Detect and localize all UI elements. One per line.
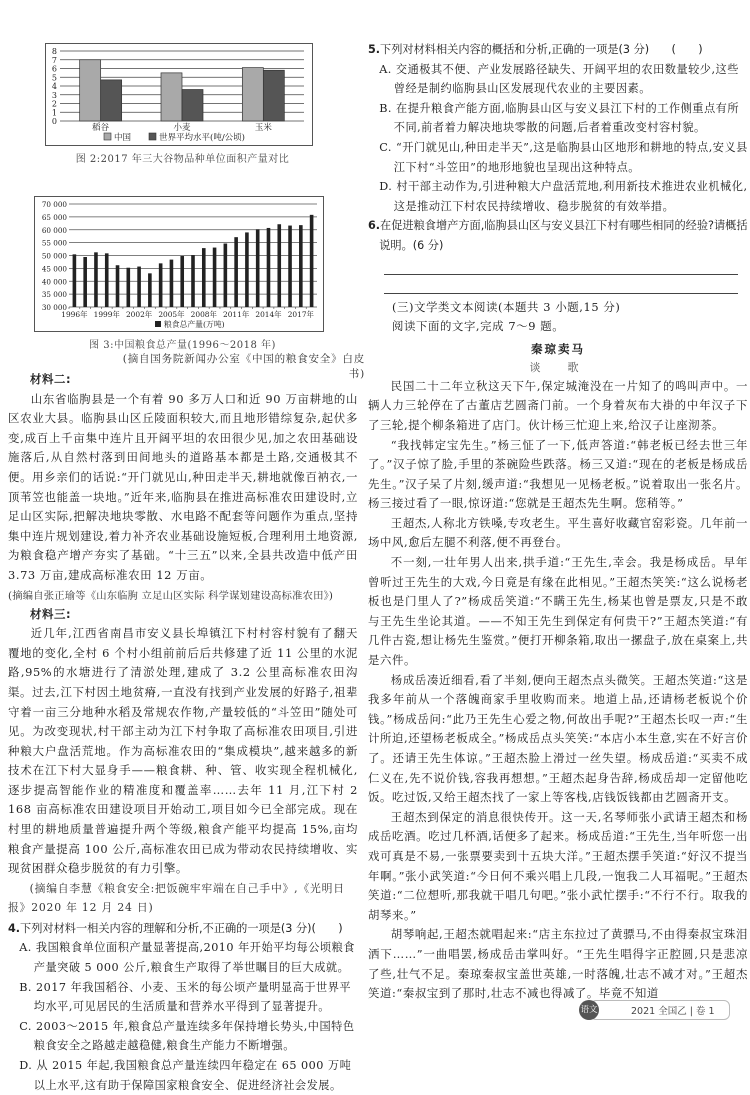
x-tick-label: 2014年 — [255, 310, 282, 319]
figure-3-caption: 图 3:中国粮食总产量(1996～2018 年) — [89, 340, 276, 351]
question-4-option-a[interactable]: A. 我国粮食单位面积产量显著提高,2010 年开始平均每公顷粮食产量突破 5 000 公斤,粮食生产取得了举世瞩目的巨大成就。 — [19, 941, 355, 975]
bar-year-2012 — [245, 232, 249, 307]
question-4-option-c[interactable]: C. 2003～2015 年,粮食总产量连续多年保持增长势头,中国特色粮食安全之路越走越稳健,粮食生产能力不断增强。 — [19, 1019, 355, 1053]
y-tick-label: 60 000 — [41, 225, 67, 235]
figure-2-caption: 图 2:2017 年三大谷物品种单位面积产量对比 — [75, 154, 290, 165]
figure-3-chart — [34, 196, 324, 332]
story-paragraph: 王超杰到保定的消息很快传开。这一天,名琴师张小武请王超杰和杨成岳吃酒。吃过几杯酒,话便多了起来。杨成岳道:“王先生,当年听您一出戏可真是不易,一张票要卖到十五块大洋。”王超杰摆手笑道:“好汉不提当年啊。”张小武笑道:“今日何不乘兴唱上几段,一饱我二人耳福呢。”王超杰笑道:“二位想听,那我就干唱几句吧。”张小武忙摆手:“不行不行。取我的胡琴来。” — [368, 809, 748, 922]
figure-2-svg — [46, 44, 312, 145]
legend-label: 中国 — [114, 133, 132, 143]
bar-year-2010 — [224, 244, 228, 307]
footer-exam-label: 2021 全国乙 | 卷 1 — [631, 1006, 715, 1017]
y-tick-label: 5 — [51, 73, 57, 83]
figure-3-svg — [35, 197, 323, 331]
legend-label: 粮食总产量(万吨) — [164, 320, 225, 329]
question-5-option-a[interactable]: A. 交通极其不便、产业发展路径缺失、开阔平坦的农田数量较少,这些曾经是制约临朐县山区发展现代农业的主要因素。 — [379, 62, 739, 96]
y-tick-label: 3 — [51, 90, 57, 100]
bar-year-2000 — [116, 265, 120, 307]
question-5-option-c[interactable]: C. “开门就见山,种田走半天”,这是临朐县山区地形和耕地的特点,安义县江下村“斗笠田”的地形地貌也呈现出这种特点。 — [379, 140, 748, 174]
bar-year-2018 — [310, 215, 314, 307]
y-tick-label: 7 — [51, 55, 57, 65]
question-4-number: 4. — [8, 921, 21, 935]
bar-world — [182, 90, 203, 122]
story-paragraph: 王超杰,人称北方铁嗓,专攻老生。平生喜好收藏官窑彩瓷。几年前一场中风,愈后左腿不利落,便不再登台。 — [368, 515, 748, 550]
story-paragraph: 胡琴响起,王超杰就唱起来:“店主东拉过了黄骠马,不由得秦叔宝珠泪洒下……”一曲唱罢,杨成岳击掌叫好。“王先生唱得字正腔圆,只是悲凉了些,壮气不足。秦琼秦叔宝盖世英雄,一时落魄,壮志不减才对。”王超杰笑道:“秦叔宝到了那时,壮志不减也得减了。毕竟不知道 — [368, 927, 748, 1001]
x-tick-label: 1999年 — [93, 310, 120, 319]
bar-year-2003 — [148, 273, 152, 307]
x-tick-label: 2011年 — [223, 310, 250, 319]
material-2-text: 山东省临朐县是一个有着 90 多万人口和近 90 万亩耕地的山区农业大县。临朐县山区丘陵面积较大,而且地形错综复杂,起伏多变,成百上千亩集中连片且开阔平坦的农田很少见,加之农田基础设施落后,从自然村落到田间地头的道路基本都是土路,交通极其不便。用乡亲们的话说:“开门就见山,种田走半天,耕地就像百衲衣,一顶苇笠也能盖一块地。”近年来,临朐县在推进高标准农田建设时,立足山区实际,把解决地块零散、水电路不配套等问题作为重点,坚持集中连片规划建设,着力补齐农业基础设施短板,合理利用土地资源,为粮食稳产增产夯实了基础。“十三五”以来,全县共改造中低产田 3.73 万亩,建成高标准农田 12 万亩。 — [8, 391, 358, 582]
y-tick-label: 70 000 — [41, 200, 67, 209]
bar-year-2009 — [213, 248, 217, 307]
question-5-option-d[interactable]: D. 村干部主动作为,引进种粮大户盘活荒地,利用新技术推进农业机械化,这是推动江下村农民持续增收、稳步脱贫的有效举措。 — [379, 180, 748, 213]
story-body — [368, 377, 748, 1004]
question-4-option-b[interactable]: B. 2017 年我国稻谷、小麦、玉米的每公顷产量明显高于世界平均水平,可见居民的生活质量和营养水平得到了显著提升。 — [19, 980, 352, 1014]
question-6-stem: 在促进粮食增产方面,临朐县山区与安义县江下村有哪些相同的经验?请概括说明。(6 分) — [379, 219, 748, 252]
bar-year-2015 — [277, 224, 281, 307]
bar-year-2005 — [170, 260, 174, 307]
question-5 — [368, 40, 748, 216]
source-material-2: (摘编自张正瑜等《山东临朐 立足山区实际 科学谋划建设高标准农田》) — [8, 589, 334, 602]
x-tick-label: 稻谷 — [92, 123, 110, 133]
x-tick-label: 2002年 — [125, 310, 153, 319]
legend-swatch — [155, 321, 161, 327]
x-tick-label: 2017年 — [287, 310, 314, 319]
bar-year-2006 — [180, 256, 184, 307]
question-4-option-d[interactable]: D. 从 2015 年起,我国粮食总产量连续四年稳定在 65 000 万吨以上水平,这有助于保障国家粮食安全、促进经济社会发展。 — [19, 1059, 352, 1092]
bar-year-2001 — [127, 268, 131, 307]
bar-year-2017 — [299, 225, 303, 307]
question-6-number: 6. — [368, 219, 381, 233]
y-tick-label: 55 000 — [41, 238, 67, 248]
material-3-text: 近几年,江西省南昌市安义县长埠镇江下村村容村貌有了翻天覆地的变化,全村 6 个村小组前前后后共修建了近 11 公里的水泥路,95%的水塘进行了清淤处理,建成了 3.2 公里高标准农田沟渠。过去,江下村因土地贫瘠,一直没有找到产业发展的好路子,祖辈守着一亩三分地种水稻及常规农作物,产量较低的“斗笠田”随处可见。为改变现状,村干部主动为江下村争取了高标准农田项目,引进种粮大户盘活荒地。作为高标准农田的“集成模块”,越来越多的新技术在江下村大显身手——粮食耕、种、管、收实现全程机械化,逐步提高智能作业的精准度和覆盖率……去年 11 月,江下村 2 168 亩高标准农田建设项目开始动工,项目如今已全部完成。现在村里的耕地质量普遍提升两个等级,粮食产能平均提高 15%,亩均粮食产量提高 100 公斤,高标准农田已成为带动农民持续增收、实现贫困群众稳步脱贫的有力引擎。 — [8, 626, 358, 876]
bar-year-2007 — [191, 255, 195, 307]
answer-line-1[interactable] — [384, 256, 738, 275]
y-tick-label: 2 — [51, 99, 57, 109]
question-5-number: 5. — [368, 43, 381, 56]
y-tick-label: 6 — [51, 64, 57, 74]
x-tick-label: 1996年 — [61, 310, 88, 319]
question-6 — [368, 216, 748, 293]
right-column — [368, 40, 748, 1004]
story-title: 秦琼卖马 — [531, 341, 585, 356]
bar-year-1996 — [73, 254, 77, 307]
story-paragraph: “我找韩定宝先生。”杨三怔了一下,低声答道:“韩老板已经去世三年了。”汉子惊了脸,手里的茶碗险些跌落。杨三又道:“现在的老板是杨成岳先生。”汉子呆了片刻,缓声道:“我想见一见杨老板。”说着取出一张名片。杨三接过看了一眼,惊讶道:“您就是王超杰先生啊。您稍等。” — [368, 437, 748, 511]
x-tick-label: 玉米 — [254, 123, 272, 133]
bar-world — [263, 70, 284, 121]
story-paragraph: 民国二十二年立秋这天下午,保定城淹没在一片知了的鸣叫声中。一辆人力三轮停在了古董店艺圆斋门前。一个身着灰布大褂的中年汉子下了三轮,提个柳条箱进了店门。伙计杨三忙迎上来,给汉子让座沏茶。 — [368, 378, 748, 432]
question-5-stem: 下列对材料相关内容的概括和分析,正确的一项是(3 分) ( ) — [380, 43, 703, 56]
bar-year-2002 — [137, 267, 141, 307]
figure-2-chart — [45, 43, 313, 146]
section-3-heading: (三)文学类文本阅读(本题共 3 小题,15 分) — [392, 299, 621, 314]
bar-china — [242, 68, 263, 121]
bar-year-2014 — [267, 228, 271, 307]
question-5-option-b[interactable]: B. 在提升粮食产能方面,临朐县山区与安义县江下村的工作侧重点有所不同,前者着力解决地块零散的问题,后者着重改变村容村貌。 — [379, 101, 740, 135]
bar-year-2016 — [288, 226, 292, 307]
y-tick-label: 50 000 — [41, 251, 67, 261]
y-tick-label: 0 — [51, 117, 57, 126]
y-tick-label: 35 000 — [41, 290, 67, 300]
x-tick-label: 2005年 — [158, 310, 185, 319]
bar-china — [80, 60, 101, 121]
x-tick-label: 小麦 — [173, 123, 191, 133]
y-tick-label: 1 — [51, 108, 57, 118]
subject-badge-text: 语文 — [580, 1005, 598, 1015]
page-footer — [580, 1000, 730, 1020]
bar-china — [161, 73, 182, 121]
material-3-heading: 材料三: — [30, 606, 72, 621]
source-material-3: (摘编自李慧《粮食安全:把饭碗牢牢端在自己手中》,《光明日报》2020 年 12 月 24 日) — [8, 881, 345, 914]
bar-year-2004 — [159, 263, 163, 307]
legend-label: 世界平均水平(吨/公顷) — [159, 133, 245, 143]
story-paragraph: 杨成岳凑近细看,看了半刻,便向王超杰点头微笑。王超杰笑道:“这是我多年前从一个落魄商家手里收购而来。地道上品,还请杨老板说个价钱。”杨成岳问:“此乃王先生心爱之物,何故出手呢?”王超杰长叹一声:“生计所迫,还望杨老板成全。”杨成岳点头笑笑:“本店小本生意,实在不好言价了。还请王先生体谅。”王超杰脸上滑过一丝失望。杨成岳道:“买卖不成仁义在,先不说价钱,容我再想想。”王超杰起身告辞,杨成岳却一定留他吃饭。吃过饭,又给王超杰找了一家上等客栈,店钱饭钱都由艺圆斋开支。 — [368, 672, 748, 805]
y-tick-label: 45 000 — [41, 264, 67, 274]
bar-year-1999 — [105, 253, 109, 307]
y-tick-label: 65 000 — [41, 212, 67, 222]
y-tick-label: 30 000 — [41, 303, 67, 312]
bar-year-2008 — [202, 248, 206, 307]
y-tick-label: 40 000 — [41, 277, 67, 287]
bar-year-2011 — [234, 237, 238, 307]
subject-badge — [579, 1000, 599, 1020]
bar-year-1997 — [83, 257, 87, 307]
bar-year-2013 — [256, 229, 260, 307]
story-paragraph: 不一刻,一壮年男人出来,拱手道:“王先生,幸会。我是杨成岳。早年曾听过王先生的大戏,今日竟是有缘在此相见。”王超杰笑笑:“这么说杨老板也是门里人了?”杨成岳笑道:“不瞒王先生,杨某也曾是票友,只是不敢与王先生坐论其道。——不知王先生到保定有何贵干?”王超杰笑道:“有几件古瓷,想让杨先生鉴赏。”便打开柳条箱,取出一摞盘子,放在桌案上,共是六件。 — [368, 555, 748, 668]
story-author: 谈 歌 — [529, 360, 587, 374]
legend-swatch — [149, 133, 156, 140]
bar-year-1998 — [94, 252, 98, 307]
question-4 — [8, 919, 358, 1095]
material-2-heading: 材料二: — [30, 372, 72, 386]
x-tick-label: 2008年 — [190, 310, 217, 319]
answer-line-2[interactable] — [384, 275, 738, 294]
bar-world — [101, 80, 122, 121]
y-tick-label: 8 — [51, 47, 57, 56]
y-tick-label: 4 — [51, 82, 57, 91]
question-4-stem: 下列对材料一相关内容的理解和分析,不正确的一项是(3 分)( ) — [20, 921, 343, 935]
reading-instruction: 阅读下面的文字,完成 7～9 题。 — [392, 319, 565, 334]
legend-swatch — [104, 133, 111, 140]
source-material-1: (摘自国务院新闻办公室《中国的粮食安全》白皮书) — [122, 353, 365, 380]
